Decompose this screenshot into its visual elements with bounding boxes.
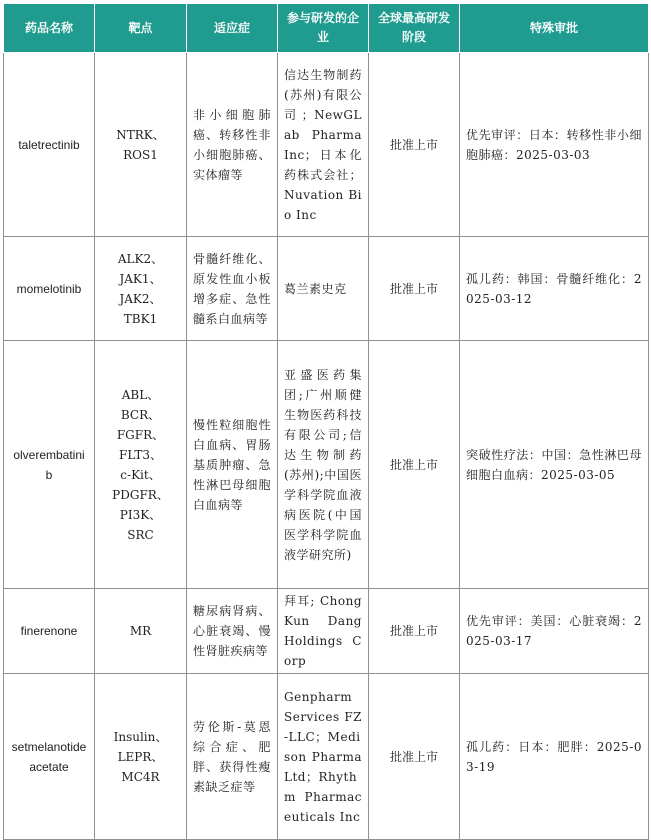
target: JAK2、	[119, 291, 162, 306]
targets-cell	[95, 53, 187, 237]
table-row	[4, 237, 649, 341]
targets-cell	[95, 237, 187, 341]
drug-name: momelotinib	[4, 237, 95, 341]
table-row	[4, 674, 649, 840]
target: FLT3、	[119, 447, 162, 462]
phase: 批准上市	[369, 589, 460, 674]
indication: 劳伦斯-莫恩综合症、肥胖、获得性瘦素缺乏症等	[187, 674, 278, 840]
special-approval: 优先审评：日本：转移性非小细胞肺癌：2025-03-03	[460, 53, 649, 237]
drug-name: finerenone	[4, 589, 95, 674]
target: MC4R	[121, 769, 160, 784]
target: SRC	[127, 527, 154, 542]
phase: 批准上市	[369, 674, 460, 840]
indication: 非小细胞肺癌、转移性非小细胞肺癌、实体瘤等	[187, 53, 278, 237]
target: JAK1、	[119, 271, 162, 286]
special-approval: 孤儿药：日本：肥胖：2025-03-19	[460, 674, 649, 840]
target: ALK2、	[117, 251, 164, 266]
special-approval: 突破性疗法：中国：急性淋巴母细胞白血病：2025-03-05	[460, 341, 649, 589]
target: ABL、	[121, 387, 160, 402]
drug-name: olverembatinib	[4, 341, 95, 589]
company: 葛兰素史克	[278, 237, 369, 341]
header-indication: 适应症	[187, 4, 278, 53]
header-drug-name: 药品名称	[4, 4, 95, 53]
header-special-approval: 特殊审批	[460, 4, 649, 53]
target: Insulin、	[113, 729, 168, 744]
special-approval: 优先审评：美国：心脏衰竭：2025-03-17	[460, 589, 649, 674]
targets-cell	[95, 589, 187, 674]
target: FGFR、	[116, 427, 165, 442]
target: LEPR、	[117, 749, 164, 764]
phase: 批准上市	[369, 53, 460, 237]
table-row	[4, 589, 649, 674]
targets-cell	[95, 674, 187, 840]
drug-name: taletrectinib	[4, 53, 95, 237]
target: ROS1	[123, 147, 158, 162]
target: c-Kit、	[120, 467, 161, 482]
drug-name: setmelanotide acetate	[4, 674, 95, 840]
indication: 糖尿病肾病、心脏衰竭、慢性肾脏疾病等	[187, 589, 278, 674]
table-header-row	[4, 4, 649, 53]
company: 拜耳; Chong Kun Dang Holdings Corp	[278, 589, 369, 674]
company: 亚盛医药集团;广州顺健生物医药科技有限公司;信达生物制药(苏州);中国医学科学院血液病医院(中国医学科学院血液学研究所)	[278, 341, 369, 589]
phase: 批准上市	[369, 237, 460, 341]
special-approval: 孤儿药：韩国：骨髓纤维化：2025-03-12	[460, 237, 649, 341]
targets-cell	[95, 341, 187, 589]
company: Genpharm Services FZ-LLC；Medison Pharma Ltd；Rhythm Pharmaceuticals Inc	[278, 674, 369, 840]
target: MR	[129, 624, 152, 638]
target: NTRK、	[116, 127, 165, 142]
table-row	[4, 53, 649, 237]
company: 信达生物制药(苏州)有限公司；NewGLab Pharma Inc；日本化药株式会社；Nuvation Bio Inc	[278, 53, 369, 237]
header-company: 参与研发的企业	[278, 4, 369, 53]
target: PDGFR、	[112, 487, 169, 502]
indication: 骨髓纤维化、原发性血小板增多症、急性髓系白血病等	[187, 237, 278, 341]
table-row	[4, 341, 649, 589]
drug-approval-table	[3, 3, 649, 840]
header-phase: 全球最高研发阶段	[369, 4, 460, 53]
target: PI3K、	[119, 507, 162, 522]
indication: 慢性粒细胞性白血病、胃肠基质肿瘤、急性淋巴母细胞白血病等	[187, 341, 278, 589]
header-target: 靶点	[95, 4, 187, 53]
target: BCR、	[120, 407, 161, 422]
target: TBK1	[123, 311, 158, 326]
phase: 批准上市	[369, 341, 460, 589]
